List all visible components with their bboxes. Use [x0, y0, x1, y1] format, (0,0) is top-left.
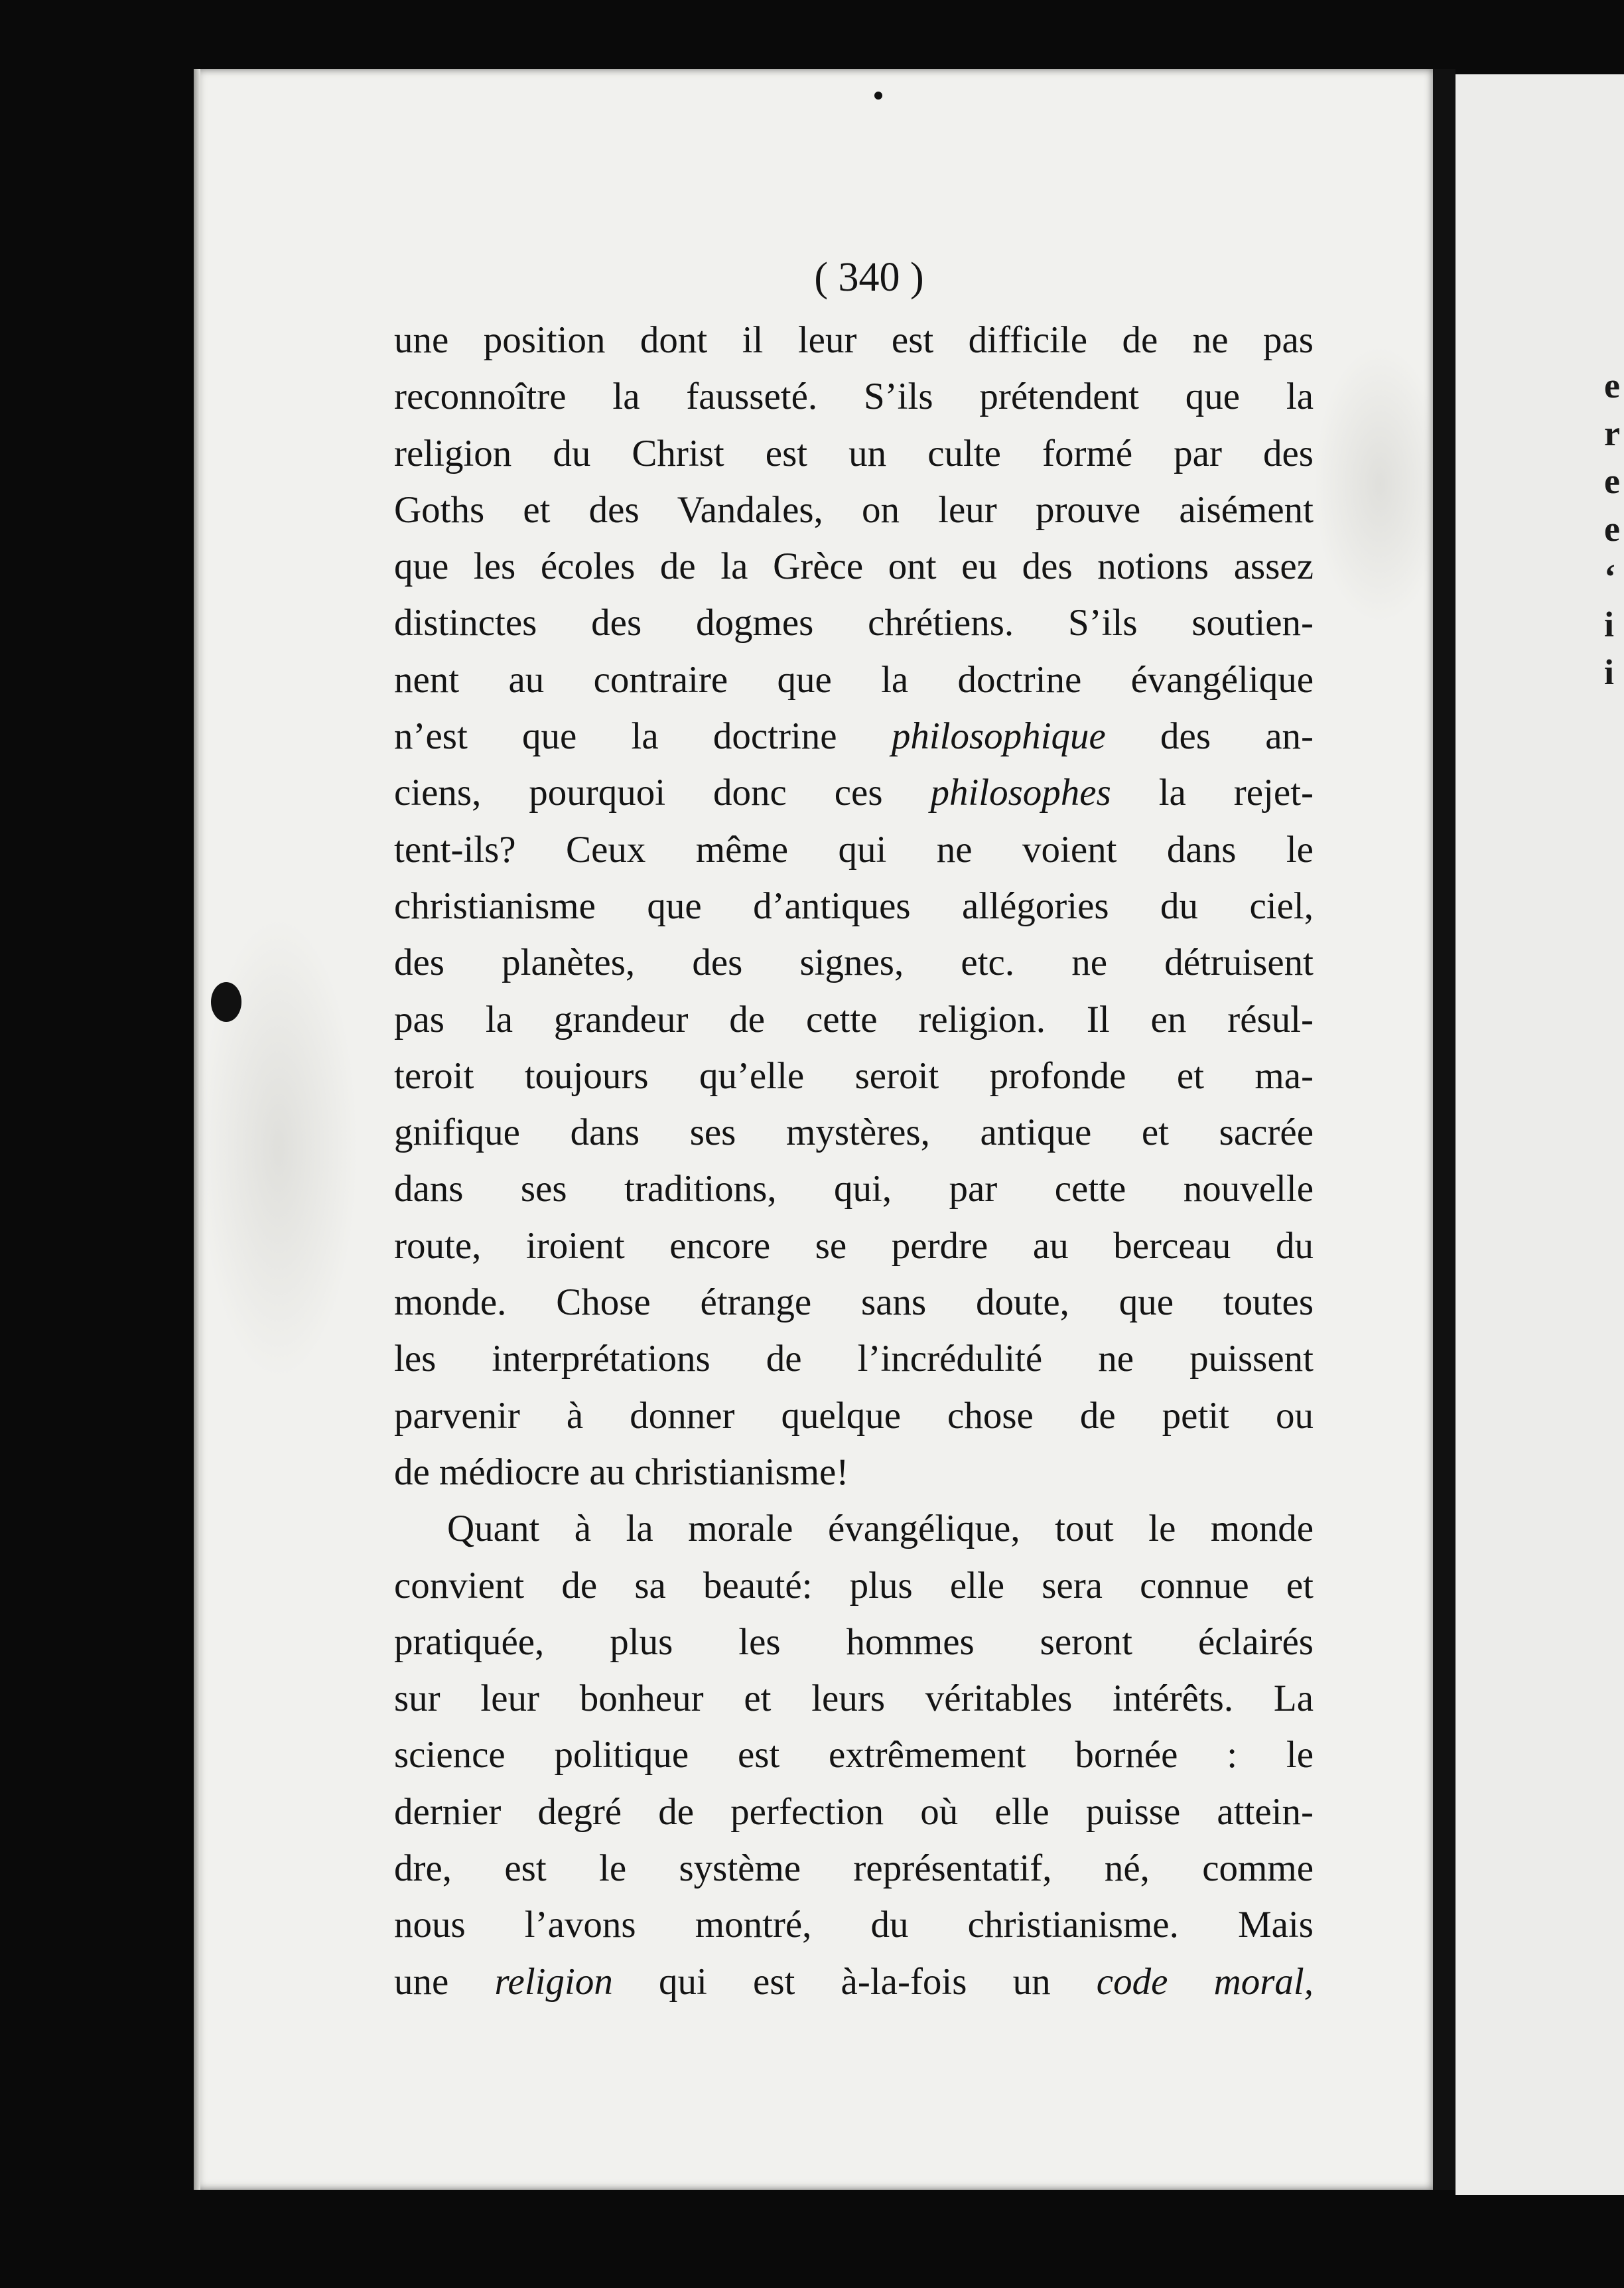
- text-run: une position dont il leur est difficile de ne pas: [394, 319, 1314, 361]
- text-run: pratiquée, plus les hommes seront éclairés: [394, 1620, 1314, 1663]
- text-line: [394, 1161, 1314, 1217]
- text-run: sur leur bonheur et leurs véritables intérêts. La: [394, 1678, 1314, 1720]
- text-run: nent au contraire que la doctrine évangélique: [394, 658, 1314, 701]
- text-run: dre, est le système représentatif, né, comme: [394, 1847, 1314, 1890]
- text-line: [394, 1954, 1314, 2010]
- text-run: Quant à la morale évangélique, tout le monde: [447, 1508, 1314, 1550]
- text-run: Goths et des Vandales, on leur prouve aisément: [394, 488, 1314, 531]
- text-run: dernier degré de perfection où elle puisse attein-: [394, 1790, 1314, 1833]
- text-run: nous l’avons montré, du christianisme. Mais: [394, 1904, 1314, 1946]
- ink-spot: [211, 982, 241, 1022]
- adjacent-letter: e: [1604, 461, 1620, 501]
- italic-word: philosophique: [891, 715, 1106, 758]
- text-run: ciens, pourquoi donc ces: [394, 772, 931, 814]
- text-line: [394, 1444, 1314, 1500]
- text-run: n’est que la doctrine: [394, 715, 892, 758]
- text-line: [394, 1727, 1314, 1783]
- text-line: [394, 595, 1314, 651]
- text-line: [394, 425, 1314, 482]
- text-run: reconnoître la fausseté. S’ils prétendent que la: [394, 376, 1314, 418]
- text-run: parvenir à donner quelque chose de petit ou: [394, 1394, 1314, 1437]
- text-run: distinctes des dogmes chrétiens. S’ils soutien-: [394, 602, 1314, 644]
- text-run: une: [394, 1960, 495, 2003]
- text-run: christianisme que d’antiques allégories du ciel,: [394, 885, 1314, 927]
- text-run: dans ses traditions, qui, par cette nouvelle: [394, 1168, 1314, 1210]
- page-stain: [1314, 345, 1446, 624]
- adjacent-letter: ‘: [1604, 557, 1616, 597]
- text-run: teroit toujours qu’elle seroit profonde et ma-: [394, 1054, 1314, 1097]
- text-line: [394, 368, 1314, 425]
- text-line: [394, 1330, 1314, 1387]
- text-line: [394, 482, 1314, 538]
- text-line: [394, 1784, 1314, 1840]
- adjacent-page-letters: [1604, 362, 1624, 696]
- text-line: [394, 764, 1314, 821]
- italic-word: code moral,: [1096, 1960, 1314, 2003]
- adjacent-letter: e: [1604, 509, 1620, 549]
- text-line: [394, 1670, 1314, 1727]
- text-line: [394, 822, 1314, 878]
- text-line: [394, 1557, 1314, 1614]
- text-line: [394, 934, 1314, 991]
- text-line: [394, 1048, 1314, 1104]
- text-run: religion du Christ est un culte formé par des: [394, 432, 1314, 474]
- text-run: des planètes, des signes, etc. ne détruisent: [394, 942, 1314, 984]
- adjacent-letter: i: [1604, 652, 1615, 692]
- text-run: route, iroient encore se perdre au berceau du: [394, 1224, 1314, 1267]
- text-run: pas la grandeur de cette religion. Il en résul-: [394, 998, 1314, 1040]
- text-line: [394, 1218, 1314, 1274]
- text-line: [394, 991, 1314, 1048]
- text-line: [394, 1840, 1314, 1896]
- text-line: [394, 1614, 1314, 1670]
- italic-word: religion: [494, 1960, 613, 2003]
- text-run: que les écoles de la Grèce ont eu des notions assez: [394, 545, 1314, 588]
- text-line: [394, 1274, 1314, 1330]
- ink-spot: [874, 92, 882, 100]
- text-run: science politique est extrêmement bornée : le: [394, 1734, 1314, 1776]
- adjacent-letter: e: [1604, 366, 1620, 405]
- text-run: tent-ils? Ceux même qui ne voient dans le: [394, 828, 1314, 871]
- text-run: monde. Chose étrange sans doute, que toutes: [394, 1281, 1314, 1324]
- text-line: [394, 312, 1314, 368]
- text-line: [394, 708, 1314, 764]
- adjacent-letter: r: [1604, 413, 1620, 453]
- adjacent-letter: i: [1604, 605, 1615, 644]
- text-run: qui est à-la-fois un: [612, 1960, 1097, 2003]
- text-run: de médiocre au christianisme!: [394, 1451, 849, 1493]
- text-run: la rejet-: [1111, 772, 1314, 814]
- text-line: [394, 1104, 1314, 1161]
- text-line: [394, 652, 1314, 708]
- text-run: des an-: [1105, 715, 1314, 758]
- text-line: [394, 878, 1314, 934]
- page-body-text: [394, 312, 1314, 2010]
- book-gutter: [1433, 69, 1455, 2190]
- text-line: [394, 538, 1314, 595]
- text-line: [394, 1500, 1314, 1557]
- page-number: ( 340 ): [814, 255, 924, 300]
- text-line: [394, 1388, 1314, 1444]
- adjacent-page: [1455, 74, 1624, 2195]
- text-run: gnifique dans ses mystères, antique et sacrée: [394, 1111, 1314, 1154]
- text-run: convient de sa beauté: plus elle sera connue et: [394, 1564, 1314, 1607]
- text-run: les interprétations de l’incrédulité ne puissent: [394, 1338, 1314, 1380]
- text-line: [394, 1896, 1314, 1953]
- italic-word: philosophes: [930, 772, 1111, 814]
